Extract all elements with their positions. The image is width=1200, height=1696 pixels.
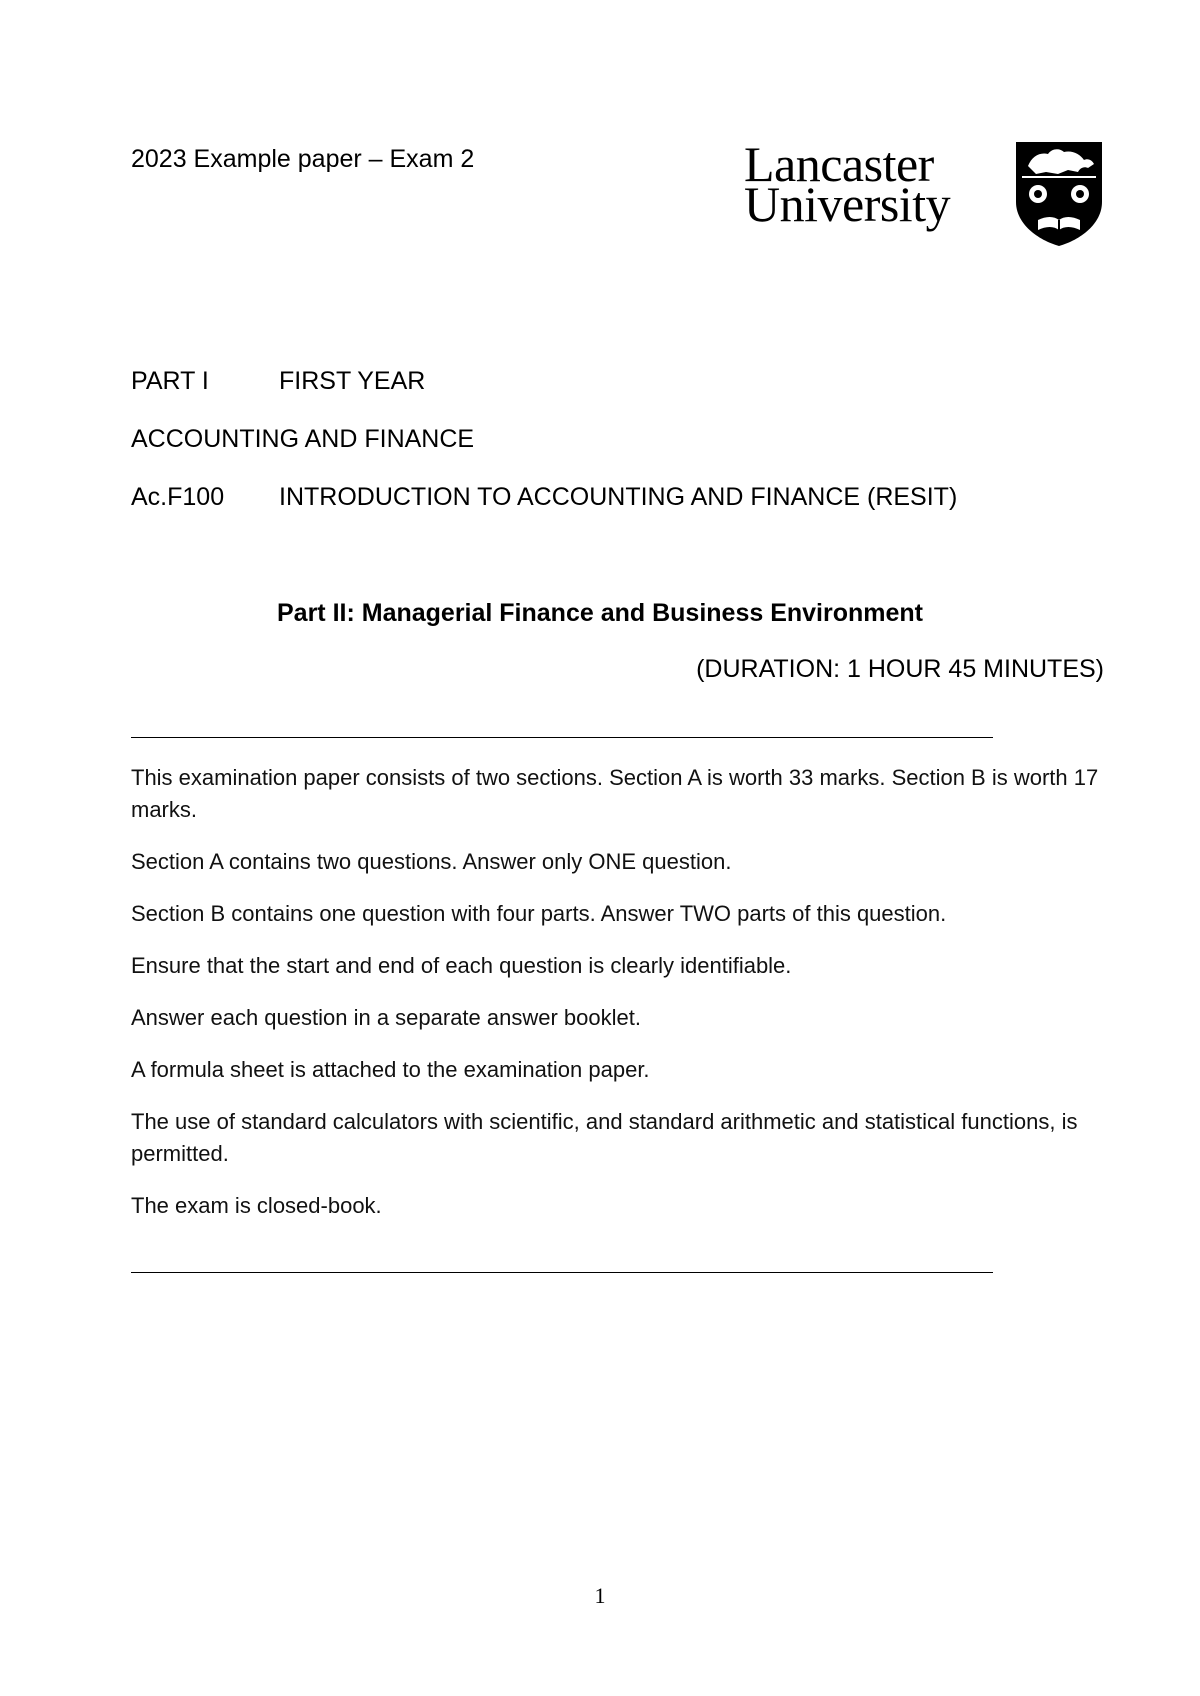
- course-part-row: [131, 365, 426, 397]
- instruction-item: Section A contains two questions. Answer only ONE question.: [131, 849, 732, 874]
- crest-icon: [1014, 140, 1104, 248]
- department-label: ACCOUNTING AND FINANCE: [131, 425, 475, 453]
- instruction-item: The use of standard calculators with scientific, and standard arithmetic and statistical functions, is permitted.: [131, 1109, 1078, 1166]
- exam-label: 2023 Example paper – Exam 2: [131, 145, 475, 173]
- instruction-item: This examination paper consists of two sections. Section A is worth 33 marks. Section B is worth 17 marks.: [131, 765, 1099, 822]
- logo-word-lancaster: Lancaster: [744, 136, 934, 192]
- instruction-item: Answer each question in a separate answer booklet.: [131, 1005, 641, 1030]
- instruction-item: A formula sheet is attached to the examination paper.: [131, 1057, 650, 1082]
- duration-label: (DURATION: 1 HOUR 45 MINUTES): [696, 655, 1104, 683]
- part-title: Part II: Managerial Finance and Business Environment: [277, 599, 923, 627]
- department-row: [131, 423, 474, 455]
- logo-word-university: University: [744, 176, 951, 232]
- part-code: PART I: [131, 367, 209, 395]
- instruction-item: Section B contains one question with four parts. Answer TWO parts of this question.: [131, 901, 947, 926]
- university-logo: [744, 138, 1104, 250]
- page-number: 1: [594, 1583, 606, 1608]
- year-label: FIRST YEAR: [279, 367, 426, 395]
- divider-bottom: [131, 1272, 993, 1273]
- module-code: Ac.F100: [131, 483, 225, 511]
- module-row: [131, 481, 958, 513]
- instructions-block: [131, 762, 1111, 1242]
- instruction-item: Ensure that the start and end of each question is clearly identifiable.: [131, 953, 792, 978]
- instruction-item: The exam is closed-book.: [131, 1193, 382, 1218]
- divider-top: [131, 737, 993, 738]
- module-title: INTRODUCTION TO ACCOUNTING AND FINANCE (RESIT): [279, 483, 958, 511]
